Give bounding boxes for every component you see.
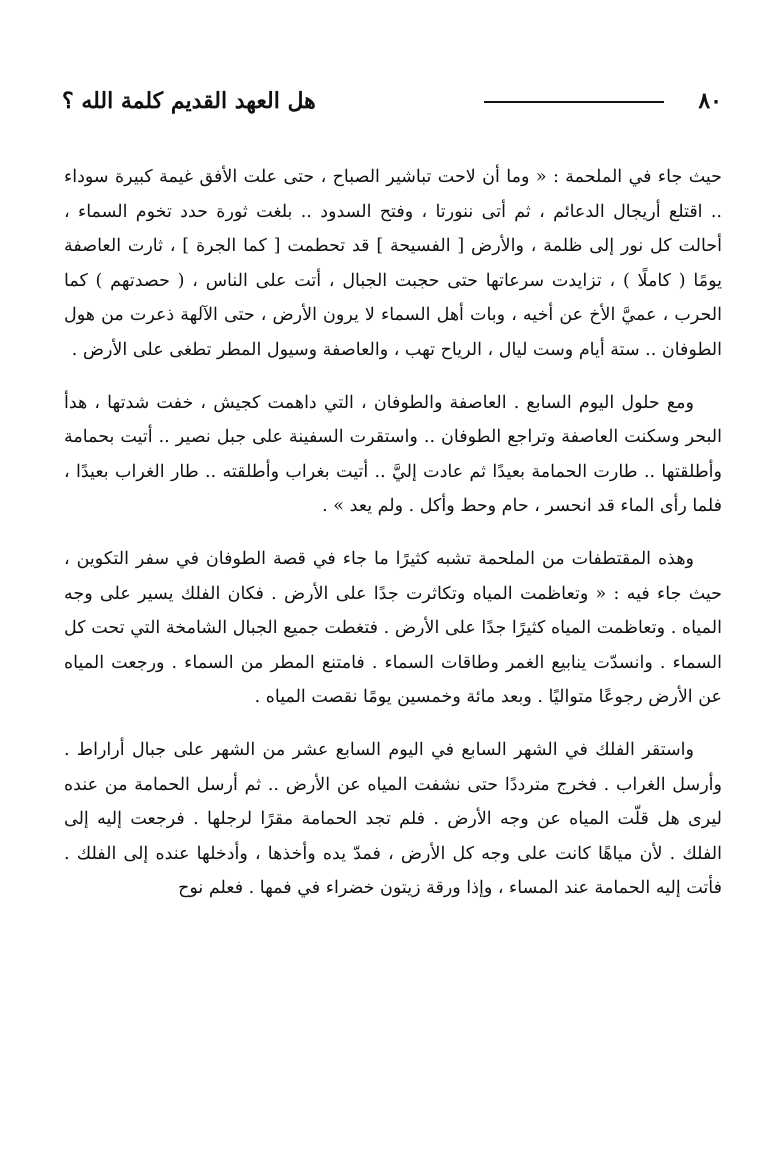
paragraph-3: وهذه المقتطفات من الملحمة تشبه كثيرًا ما جاء في قصة الطوفان في سفر التكوين ، حيث جاء فيه : « وتعاظمت المياه وتكاثرت جدًا على الأرض . فكان الفلك يسير على وجه المياه . وتعاظمت المياه كثيرًا جدًا على الأرض . فتغطت جميع الجبال الشامخة التي تحت كل السماء . وانسدّت ينابيع الغمر وطاقات السماء . فامتنع المطر من السماء . ورجعت المياه عن الأرض رجوعًا متواليًا . وبعد مائة وخمسين يومًا نقصت المياه .: [64, 548, 722, 708]
body-text: [64, 160, 722, 924]
page-number: ٨٠: [698, 88, 722, 114]
paragraph-2: ومع حلول اليوم السابع . العاصفة والطوفان ، التي داهمت كجيش ، خفت شدتها ، هدأ البحر وسكنت العاصفة وتراجع الطوفان .. واستقرت السفينة على جبل نصير .. أتيت بحمامة وأطلقتها .. طارت الحمامة بعيدًا ثم عادت إليَّ .. أتيت بغراب وأطلقته .. طار الغراب بعيدًا ، فلما رأى الماء قد انحسر ، حام وحط وأكل . ولم يعد » .: [64, 392, 722, 517]
running-title: هل العهد القديم كلمة الله ؟: [62, 88, 316, 114]
header-rule: [484, 101, 664, 103]
paragraph-1: حيث جاء في الملحمة : « وما أن لاحت تباشير الصباح ، حتى علت الأفق غيمة كبيرة سوداء .. اقتلع أريجال الدعائم ، ثم أتى ننورتا ، وفتح السدود .. بلغت ثورة حدد تخوم السماء ، أحالت كل نور إلى ظلمة ، والأرض [ الفسيحة ] قد تحطمت [ كما الجرة ] ، ثارت العاصفة يومًا ( كاملًا ) ، تزايدت سرعاتها حتى حجبت الجبال ، أتت على الناس ، ( حصدتهم ) كما الحرب ، عميَّ الأخ عن أخيه ، وبات أهل السماء لا يرون الأرض ، حتى الآلهة ذعرت من هول الطوفان .. ستة أيام وست ليال ، الرياح تهب ، والعاصفة وسيول المطر تطغى على الأرض .: [64, 167, 722, 360]
page-header: [62, 86, 722, 120]
paragraph-4: واستقر الفلك في الشهر السابع في اليوم السابع عشر من الشهر على جبال أراراط . وأرسل الغراب . فخرج مترددًا حتى نشفت المياه عن الأرض .. ثم أرسل الحمامة من عنده ليرى هل قلّت المياه عن وجه الأرض . فلم تجد الحمامة مقرًا لرجلها . فرجعت إليه إلى الفلك . لأن مياهًا كانت على وجه كل الأرض ، فمدّ يده وأخذها ، وأدخلها عنده إلى الفلك . فأتت إليه الحمامة عند المساء ، وإذا ورقة زيتون خضراء في فمها . فعلم نوح: [64, 739, 722, 899]
